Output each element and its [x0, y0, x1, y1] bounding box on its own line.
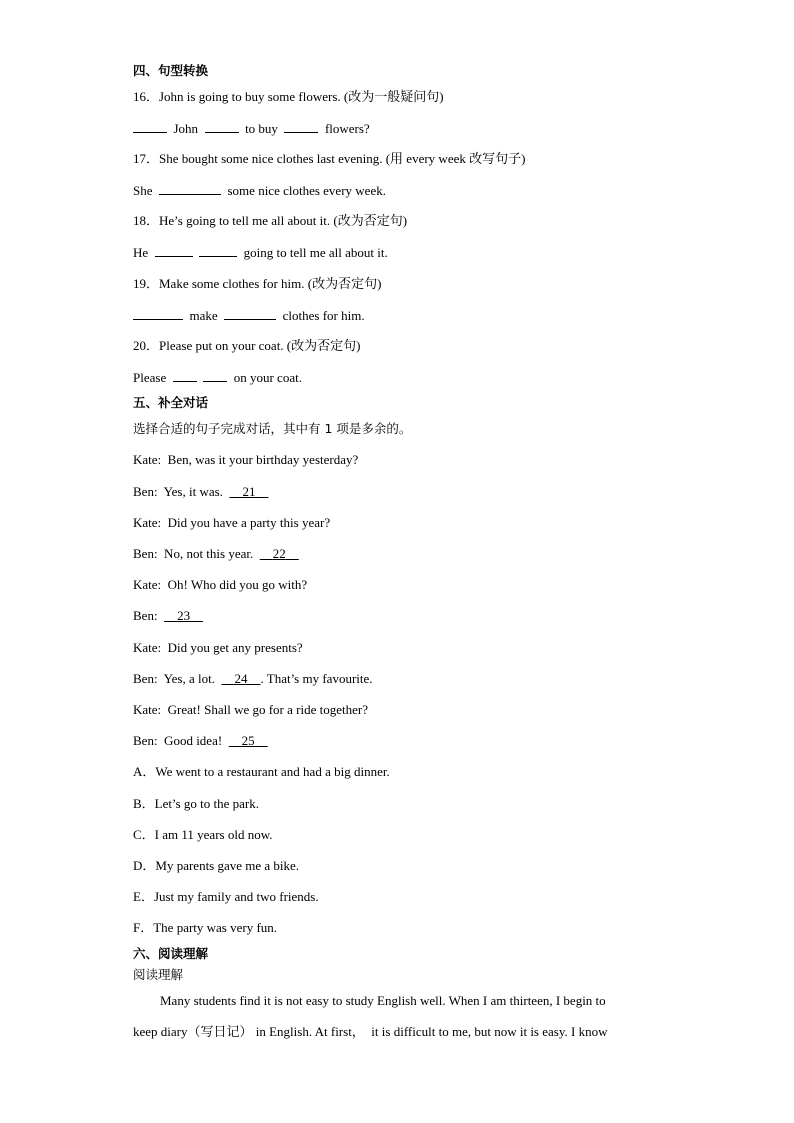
answer-text: to buy — [245, 121, 278, 136]
question-16-answer-line — [133, 120, 370, 137]
answer-blank[interactable] — [224, 307, 276, 320]
blank-number: 23 — [177, 608, 191, 623]
answer-text: make — [189, 308, 218, 323]
answer-blank[interactable] — [203, 369, 227, 382]
question-17-answer-line — [133, 182, 386, 199]
option-e: E．Just my family and two friends. — [133, 889, 319, 904]
answer-text: He — [133, 245, 149, 260]
blank-number: 21 — [242, 484, 256, 499]
section-heading-5: 五、补全对话 — [133, 395, 209, 410]
answer-blank-22[interactable] — [260, 546, 299, 561]
answer-text: on your coat. — [233, 370, 302, 385]
question-19-prompt: 19．Make some clothes for him. (改为否定句) — [133, 276, 382, 291]
dialog-text: . That’s my favourite. — [260, 671, 373, 686]
question-17-prompt: 17．She bought some nice clothes last evening. (用 every week 改写句子) — [133, 151, 526, 166]
answer-text: She — [133, 183, 153, 198]
reading-subheading: 阅读理解 — [133, 967, 184, 982]
blank-number: 25 — [241, 733, 255, 748]
answer-text: going to tell me all about it. — [243, 245, 388, 260]
answer-text: flowers? — [324, 121, 370, 136]
answer-blank[interactable] — [284, 120, 318, 133]
blank-number: 22 — [272, 546, 286, 561]
dialog-line: Kate: Did you get any presents? — [133, 640, 303, 655]
dialog-line — [133, 671, 373, 687]
section-heading-4: 四、句型转换 — [133, 63, 209, 78]
dialog-text: Ben: No, not this year. — [133, 546, 260, 561]
answer-text: Please — [133, 370, 167, 385]
answer-blank-24[interactable] — [221, 671, 260, 686]
question-19-answer-line — [133, 307, 365, 324]
answer-blank[interactable] — [159, 182, 221, 195]
dialog-text: Ben: Yes, it was. — [133, 484, 230, 499]
answer-blank[interactable] — [133, 120, 167, 133]
answer-text: clothes for him. — [282, 308, 365, 323]
dialog-line — [133, 484, 268, 500]
dialog-line — [133, 608, 203, 624]
option-a: A．We went to a restaurant and had a big dinner. — [133, 764, 390, 779]
passage-line-2: keep diary（写日记） in English. At first， it is difficult to me, but now it is easy. I know — [133, 1024, 608, 1039]
answer-blank-25[interactable] — [229, 733, 268, 748]
dialog-line — [133, 546, 299, 562]
answer-blank[interactable] — [133, 307, 183, 320]
dialog-line: Kate: Did you have a party this year? — [133, 515, 331, 530]
dialog-line — [133, 733, 268, 749]
passage-line-1: Many students find it is not easy to study English well. When I am thirteen, I begin to — [160, 993, 606, 1008]
question-16-prompt: 16．John is going to buy some flowers. (改为一般疑问句) — [133, 89, 444, 104]
answer-text: John — [173, 121, 199, 136]
answer-blank[interactable] — [173, 369, 197, 382]
question-18-answer-line — [133, 244, 388, 261]
option-c: C．I am 11 years old now. — [133, 827, 273, 842]
question-20-prompt: 20．Please put on your coat. (改为否定句) — [133, 338, 361, 353]
section-heading-6: 六、阅读理解 — [133, 946, 209, 961]
answer-text: some nice clothes every week. — [227, 183, 386, 198]
answer-blank[interactable] — [155, 244, 193, 257]
dialog-line: Kate: Ben, was it your birthday yesterday? — [133, 452, 359, 467]
blank-number: 24 — [234, 671, 248, 686]
option-b: B．Let’s go to the park. — [133, 796, 260, 811]
option-d: D．My parents gave me a bike. — [133, 858, 300, 873]
dialog-text: Ben: Good idea! — [133, 733, 229, 748]
question-18-prompt: 18．He’s going to tell me all about it. (改为否定句) — [133, 213, 408, 228]
dialog-text: Ben: Yes, a lot. — [133, 671, 222, 686]
answer-blank[interactable] — [205, 120, 239, 133]
option-f: F．The party was very fun. — [133, 920, 278, 935]
section-5-instruction: 选择合适的句子完成对话，其中有 1 项是多余的。 — [133, 421, 412, 436]
dialog-line: Kate: Great! Shall we go for a ride together? — [133, 702, 368, 717]
question-20-answer-line — [133, 369, 302, 386]
dialog-text: Ben: — [133, 608, 165, 623]
answer-blank-23[interactable] — [164, 608, 203, 623]
answer-blank[interactable] — [199, 244, 237, 257]
dialog-line: Kate: Oh! Who did you go with? — [133, 577, 308, 592]
answer-blank-21[interactable] — [229, 484, 268, 499]
